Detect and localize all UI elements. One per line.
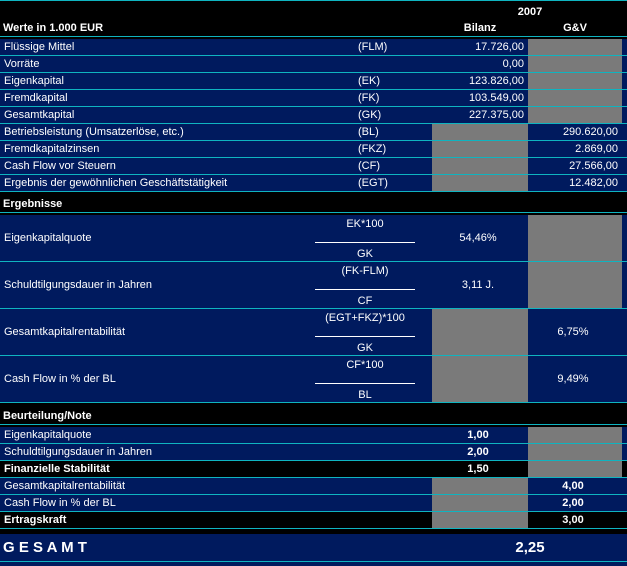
bilanz-value: 227.375,00	[468, 109, 524, 121]
input-abbreviation: (FLM)	[358, 41, 388, 53]
input-label: Vorräte	[4, 58, 40, 70]
result-guv-value-placeholder	[528, 215, 622, 261]
year-label: 2007	[517, 6, 543, 18]
result-label: Eigenkapitalquote	[4, 232, 92, 244]
rating-bilanz-value: 2,00	[467, 446, 489, 458]
rating-row	[0, 495, 627, 511]
rating-title: Beurteilung/Note	[3, 409, 92, 422]
rating-row	[0, 478, 627, 494]
column-header-guv: G&V	[563, 22, 587, 34]
rating-label: Ertragskraft	[4, 514, 67, 526]
input-row	[0, 107, 627, 123]
input-row	[0, 90, 627, 106]
input-row	[0, 56, 627, 72]
input-row	[0, 158, 627, 174]
input-abbreviation: (EK)	[358, 75, 380, 87]
result-guv-value-placeholder	[528, 262, 622, 308]
column-header-bilanz: Bilanz	[463, 22, 497, 34]
results-title-row	[0, 196, 627, 212]
formula-denominator: BL	[358, 389, 372, 401]
result-row	[0, 356, 627, 402]
result-bilanz-value: 3,11 J.	[461, 279, 495, 291]
input-abbreviation: (EGT)	[358, 177, 388, 189]
rating-label: Gesamtkapitalrentabilität	[4, 480, 126, 492]
guv-value-placeholder	[528, 73, 622, 89]
result-bilanz-value-placeholder	[432, 309, 528, 355]
guv-value-placeholder	[528, 39, 622, 55]
input-abbreviation: (CF)	[358, 160, 380, 172]
input-abbreviation: (FK)	[358, 92, 380, 104]
result-row	[0, 215, 627, 261]
formula-numerator: CF*100	[346, 359, 384, 371]
input-label: Gesamtkapital	[4, 109, 75, 121]
rating-guv-value: 4,00	[562, 480, 584, 492]
result-guv-value: 9,49%	[557, 373, 589, 385]
rating-label: Cash Flow in % der BL	[4, 497, 116, 509]
guv-value: 12.482,00	[569, 177, 618, 189]
formula-numerator: (FK-FLM)	[341, 265, 389, 277]
result-guv-value: 6,75%	[557, 326, 589, 338]
separator-line	[0, 36, 627, 37]
rating-bilanz-value: 1,00	[467, 429, 489, 441]
guv-value-placeholder	[528, 56, 622, 72]
total-value: 2,25	[515, 538, 545, 556]
separator-line	[0, 402, 627, 403]
rating-row	[0, 427, 627, 443]
formula-denominator: GK	[357, 342, 373, 354]
result-row	[0, 262, 627, 308]
separator-line	[0, 528, 627, 529]
input-label: Eigenkapital	[4, 75, 64, 87]
formula-fraction-line	[315, 242, 415, 243]
guv-value-placeholder	[528, 90, 622, 106]
bilanz-value: 17.726,00	[475, 41, 524, 53]
rating-bilanz-value-placeholder	[432, 478, 528, 494]
input-abbreviation: (BL)	[358, 126, 379, 138]
bilanz-value-placeholder	[432, 158, 528, 174]
bilanz-value-placeholder	[432, 175, 528, 191]
bilanz-value-placeholder	[432, 124, 528, 140]
rating-guv-value-placeholder	[528, 444, 622, 460]
rating-guv-value: 3,00	[562, 514, 584, 526]
rating-label: Finanzielle Stabilität	[4, 463, 110, 475]
guv-value: 2.869,00	[575, 143, 618, 155]
input-abbreviation	[358, 56, 428, 72]
separator-line	[0, 212, 627, 213]
result-row	[0, 309, 627, 355]
input-row	[0, 124, 627, 140]
guv-value: 27.566,00	[569, 160, 618, 172]
rating-guv-value-placeholder	[528, 461, 622, 477]
input-abbreviation: (GK)	[358, 109, 382, 121]
rating-subtotal-row	[0, 461, 627, 477]
guv-value: 290.620,00	[562, 126, 618, 138]
input-label: Flüssige Mittel	[4, 41, 75, 53]
result-label: Gesamtkapitalrentabilität	[4, 326, 126, 338]
result-bilanz-value-placeholder	[432, 356, 528, 402]
input-abbreviation: (FKZ)	[358, 143, 387, 155]
formula-fraction-line	[315, 336, 415, 337]
rating-row	[0, 444, 627, 460]
formula-fraction-line	[315, 289, 415, 290]
input-row	[0, 175, 627, 191]
rating-label: Eigenkapitalquote	[4, 429, 92, 441]
header-area	[0, 4, 627, 34]
input-label: Cash Flow vor Steuern	[4, 160, 116, 172]
formula-denominator: CF	[357, 295, 373, 307]
separator-line	[0, 424, 627, 425]
result-bilanz-value: 54,46%	[459, 232, 497, 244]
input-label: Fremdkapital	[4, 92, 68, 104]
input-row	[0, 141, 627, 157]
results-title: Ergebnisse	[3, 198, 63, 210]
bilanz-value-placeholder	[432, 141, 528, 157]
units-label: Werte in 1.000 EUR	[3, 22, 104, 34]
result-label: Schuldtilgungsdauer in Jahren	[4, 279, 152, 291]
bilanz-value: 0,00	[502, 58, 524, 70]
input-row	[0, 73, 627, 89]
result-label: Cash Flow in % der BL	[4, 373, 116, 385]
rating-subtotal-row	[0, 512, 627, 528]
bilanz-value: 103.549,00	[468, 92, 524, 104]
formula-fraction-line	[315, 383, 415, 384]
formula-numerator: EK*100	[346, 218, 384, 230]
formula-numerator: (EGT+FKZ)*100	[325, 312, 405, 324]
separator-line	[0, 191, 627, 192]
rating-bilanz-value: 1,50	[467, 463, 489, 475]
rating-label: Schuldtilgungsdauer in Jahren	[4, 446, 152, 458]
rating-guv-value: 2,00	[562, 497, 584, 509]
guv-value-placeholder	[528, 107, 622, 123]
bottom-line	[0, 561, 627, 562]
input-label: Betriebsleistung (Umsatzerlöse, etc.)	[4, 126, 184, 138]
rating-bilanz-value-placeholder	[432, 512, 528, 528]
rating-bilanz-value-placeholder	[432, 495, 528, 511]
separator-line	[0, 0, 627, 1]
rating-title-row	[0, 407, 627, 424]
formula-denominator: GK	[357, 248, 373, 260]
input-row	[0, 39, 627, 55]
input-label: Ergebnis der gewöhnlichen Geschäftstätigkeit	[4, 177, 228, 189]
bilanz-value: 123.826,00	[468, 75, 524, 87]
input-label: Fremdkapitalzinsen	[4, 143, 100, 155]
total-label: G E S A M T	[3, 538, 87, 556]
rating-guv-value-placeholder	[528, 427, 622, 443]
